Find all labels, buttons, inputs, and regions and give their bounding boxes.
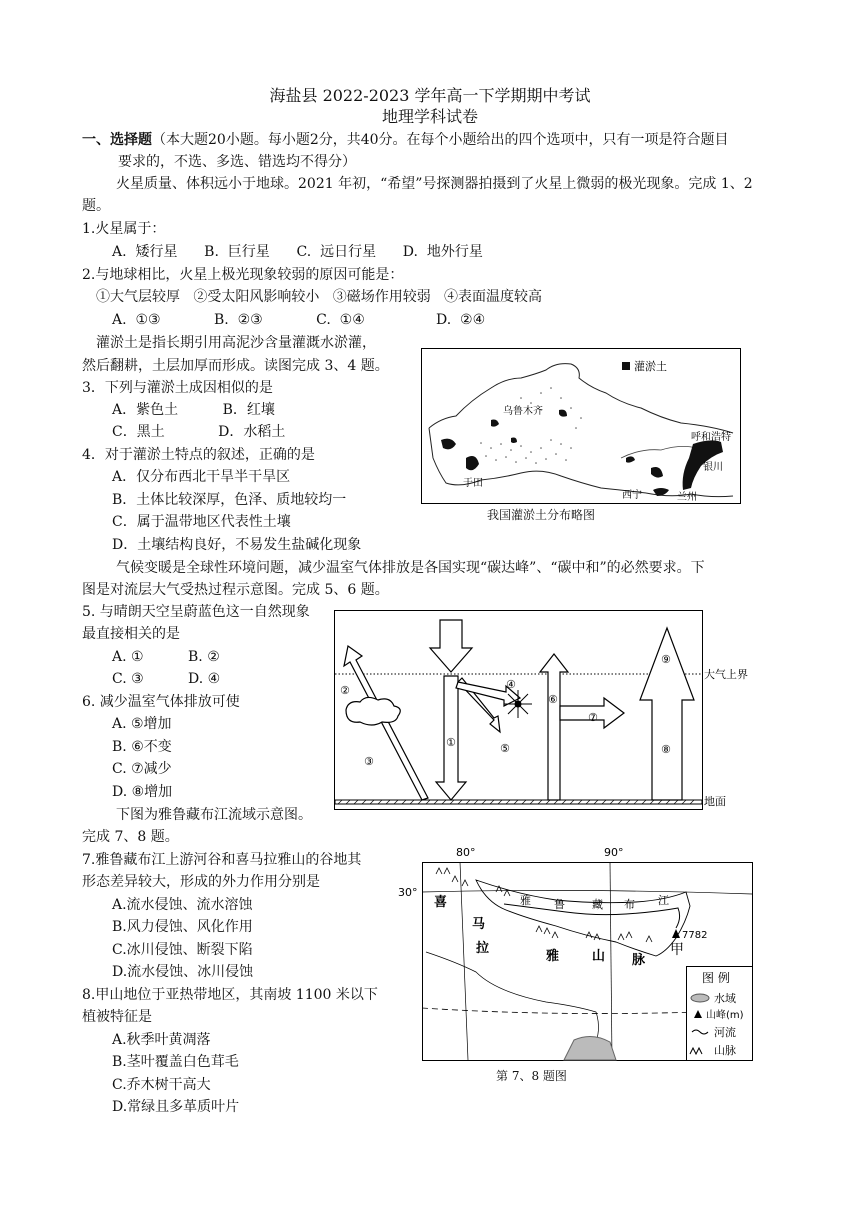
- q6-option-b: B. ⑥不变: [112, 739, 172, 755]
- river-char-1: 雅: [520, 894, 531, 907]
- label-2: ②: [340, 684, 350, 697]
- city-hohhot: 呼和浩特: [691, 432, 731, 443]
- mountain-char-5: 山: [592, 949, 606, 964]
- intro2-line2: 然后翻耕，土层加厚而形成。读图完成 3、4 题。: [82, 358, 389, 374]
- q8-option-b: B.茎叶覆盖白色茸毛: [112, 1054, 239, 1070]
- lon-90-label: 90°: [604, 846, 624, 859]
- q8-stem-1: 8.甲山地位于亚热带地区，其南坡 1100 米以下: [82, 987, 378, 1003]
- soil-map-svg: [421, 348, 741, 504]
- legend-water-icon: [691, 994, 709, 1002]
- label-3: ③: [364, 755, 374, 768]
- q1-stem: 1.火星属于：: [82, 221, 166, 237]
- ground-label: 地面: [704, 795, 726, 808]
- q7-option-c: C.冰川侵蚀、断裂下陷: [112, 942, 253, 958]
- atmosphere-top-label: 大气上界: [704, 668, 748, 681]
- q4-option-a: A．仅分布西北干旱半干旱区: [112, 469, 291, 485]
- label-8: ⑧: [661, 743, 671, 756]
- intro1-line1: 火星质量、体积远小于地球。2021 年初，“希望”号探测器拍摄到了火星上微弱的极光现象。完成 1、2: [116, 176, 753, 192]
- q8-option-a: A.秋季叶黄凋落: [112, 1032, 211, 1048]
- section-desc-2: 要求的，不选、多选、错选均不得分）: [118, 154, 356, 170]
- q5-stem-2: 最直接相关的是: [82, 626, 180, 642]
- q4-stem: 4．对于灌淤土特点的叙述，正确的是: [82, 447, 315, 463]
- q3-options-ab: A．紫色土 B．红壤: [112, 402, 275, 418]
- exam-title: 海盐县 2022-2023 学年高一下学期期中考试: [269, 86, 591, 105]
- label-9: ⑨: [661, 653, 671, 666]
- scatter-particle: [504, 690, 532, 718]
- intro4-line2: 完成 7、8 题。: [82, 829, 179, 845]
- peak-height: 7782: [682, 930, 708, 941]
- city-yutian: 于田: [463, 478, 483, 489]
- q2-stem: 2.与地球相比，火星上极光现象较弱的原因可能是：: [82, 267, 404, 283]
- river-char-2: 鲁: [554, 898, 565, 911]
- q8-option-d: D.常绿且多革质叶片: [112, 1099, 240, 1115]
- mountain-char-6: 脉: [632, 953, 646, 968]
- q5-option-d: D. ④: [188, 671, 221, 687]
- yarlung-map: [396, 842, 766, 1064]
- city-xining: 西宁: [622, 490, 642, 501]
- legend-title: 图 例: [702, 971, 730, 985]
- label-7: ⑦: [588, 711, 598, 724]
- q4-option-d: D．土壤结构良好，不易发生盐碱化现象: [112, 537, 362, 553]
- legend-mountain: 山脉: [714, 1044, 736, 1057]
- q5-option-a: A. ①: [112, 649, 144, 665]
- q7-stem-2: 形态差异较大，形成的外力作用分别是: [82, 874, 320, 890]
- atmosphere-heating-diagram: [334, 610, 748, 810]
- intro3-line2: 图是对流层大气受热过程示意图。完成 5、6 题。: [82, 582, 389, 598]
- label-4: ④: [506, 678, 516, 691]
- peak-name: 甲: [670, 942, 684, 958]
- mountain-char-2: 马: [472, 917, 486, 932]
- q2-options: A. ①③ B. ②③ C. ①④ D. ②④: [112, 312, 486, 328]
- q6-option-d: D. ⑧增加: [112, 784, 173, 800]
- legend-water: 水域: [714, 992, 736, 1005]
- mountain-char-3: 拉: [476, 941, 490, 956]
- legend-river: 河流: [714, 1026, 736, 1039]
- soil-distribution-map: [421, 348, 741, 504]
- q7-stem-1: 7.雅鲁藏布江上游河谷和喜马拉雅山的谷地其: [82, 852, 362, 868]
- q4-option-c: C．属于温带地区代表性土壤: [112, 514, 291, 530]
- mountain-char-1: 喜: [434, 895, 448, 910]
- q1-options: A. 矮行星 B. 巨行星 C. 远日行星 D. 地外行星: [112, 244, 483, 260]
- section-heading: 一、选择题: [82, 132, 152, 148]
- label-5: ⑤: [500, 742, 510, 755]
- label-1: ①: [446, 736, 456, 749]
- q7-option-d: D.流水侵蚀、冰川侵蚀: [112, 964, 254, 980]
- heating-svg: [334, 610, 748, 810]
- intro3-line1: 气候变暖是全球性环境问题，减少温室气体排放是各国实现“碳达峰”、“碳中和”的必然要求。下: [116, 560, 705, 576]
- q2-items: ①大气层较厚 ②受太阳风影响较小 ③磁场作用较弱 ④表面温度较高: [96, 289, 543, 305]
- city-lanzhou: 兰州: [677, 492, 697, 503]
- map1-caption: 我国灌淤土分布略图: [487, 508, 596, 522]
- q8-stem-2: 植被特征是: [82, 1009, 152, 1025]
- q7-option-a: A.流水侵蚀、流水溶蚀: [112, 897, 253, 913]
- q5-stem-1: 5. 与晴朗天空呈蔚蓝色这一自然现象: [82, 604, 310, 620]
- intro1-line2: 题。: [82, 198, 110, 214]
- exam-subtitle: 地理学科试卷: [381, 107, 478, 126]
- river-char-3: 藏: [592, 898, 603, 911]
- q5-option-b: B. ②: [188, 649, 220, 665]
- lon-80-label: 80°: [456, 846, 476, 859]
- q6-option-c: C. ⑦减少: [112, 761, 172, 777]
- q3-options-cd: C．黑土 D．水稻土: [112, 424, 286, 440]
- q5-option-c: C. ③: [112, 671, 144, 687]
- section-desc: （本大题20小题。每小题2分，共40分。在每个小题给出的四个选项中，只有一项是符合题目: [152, 132, 729, 148]
- intro4-line1: 下图为雅鲁藏布江流域示意图。: [116, 807, 312, 823]
- river-char-4: 布: [624, 898, 635, 911]
- intro2-line1: 灌淤土是指长期引用高泥沙含量灌溉水淤灌，: [96, 335, 376, 351]
- label-6: ⑥: [548, 693, 558, 706]
- q7-option-b: B.风力侵蚀、风化作用: [112, 919, 253, 935]
- q6-stem: 6. 减少温室气体排放可使: [82, 694, 240, 710]
- q3-stem: 3．下列与灌淤土成因相似的是: [82, 380, 273, 396]
- city-yinchuan: 银川: [703, 462, 723, 473]
- lat-30-label: 30°: [398, 886, 418, 899]
- yarlung-map-svg: [396, 842, 766, 1064]
- map2-caption: 第 7、8 题图: [496, 1069, 567, 1083]
- mountain-char-4: 雅: [546, 949, 560, 964]
- section-heading-line: [82, 130, 729, 150]
- city-urumqi: 乌鲁木齐: [503, 406, 543, 417]
- q4-option-b: B．土体比较深厚，色泽、质地较均一: [112, 492, 347, 508]
- legend-label: 灌淤土: [634, 360, 667, 373]
- legend-peak: 山峰(m): [706, 1010, 744, 1021]
- q6-option-a: A. ⑤增加: [112, 716, 172, 732]
- river-char-5: 江: [658, 894, 669, 907]
- legend-swatch: [622, 362, 630, 370]
- q8-option-c: C.乔木树干高大: [112, 1077, 211, 1093]
